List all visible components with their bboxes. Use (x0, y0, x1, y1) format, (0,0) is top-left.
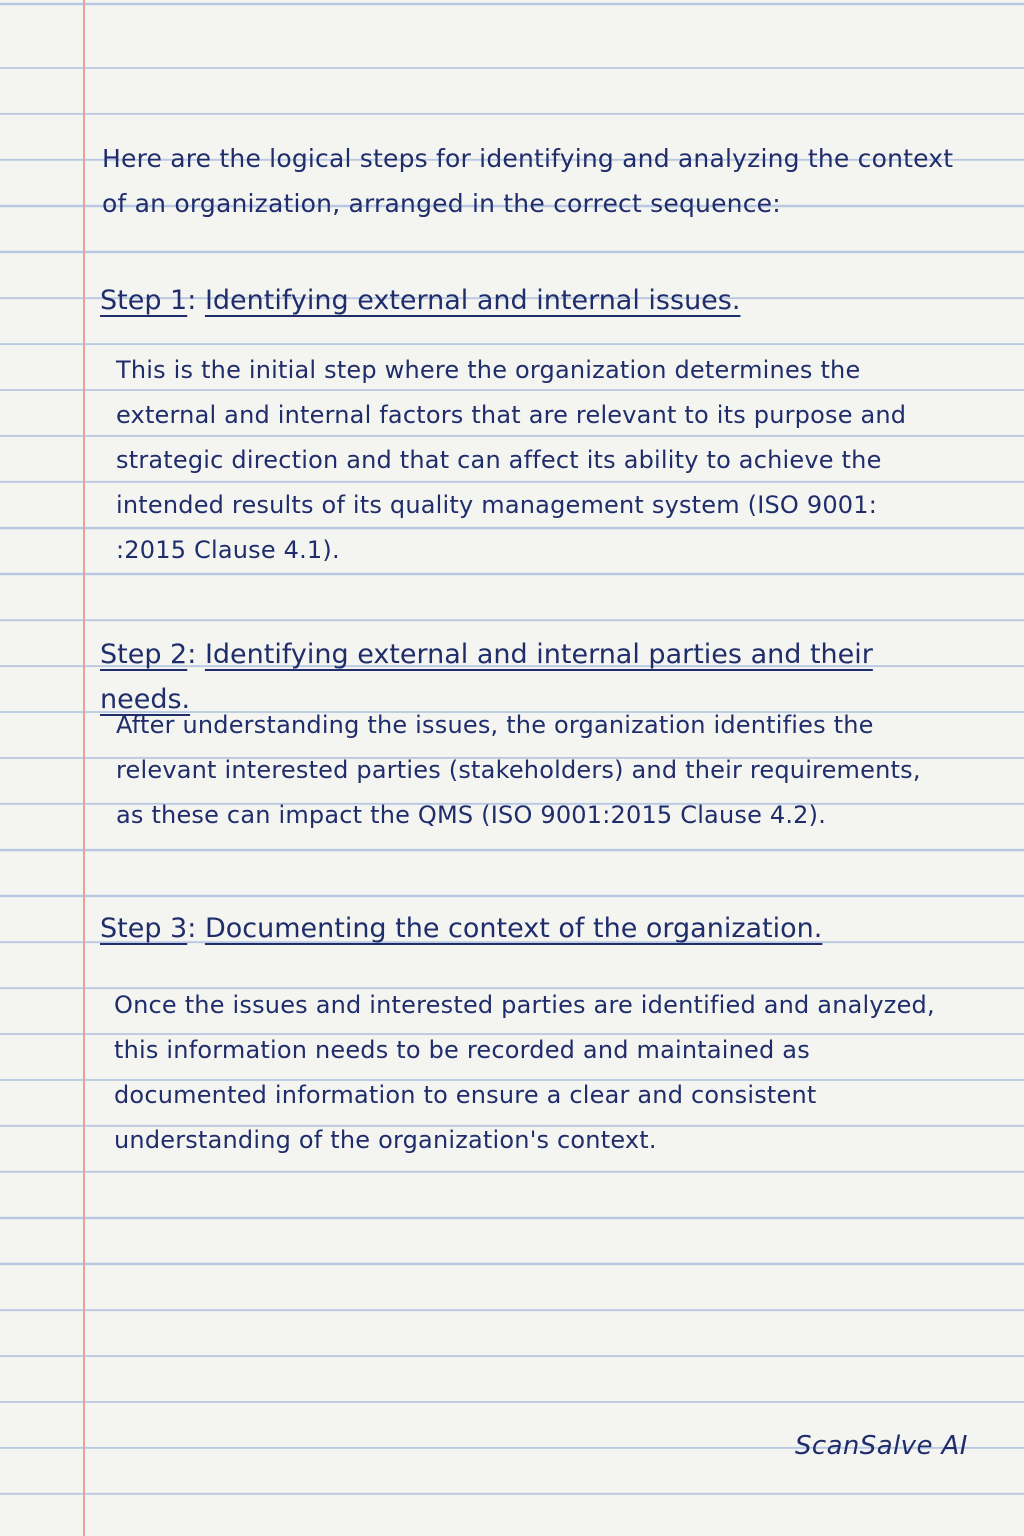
step-1-label: Step 1 (100, 285, 188, 316)
step-2-title: Identifying external and internal parties and their needs. (100, 639, 873, 715)
step-1-colon: : (187, 285, 205, 316)
intro-text: Here are the logical steps for identifying and analyzing the context of an organization, arranged in the correct sequence: (102, 144, 954, 218)
step-1-body: This is the initial step where the organization determines the external and internal factors that are relevant to its purpose and strategic direction and that can affect its ability to achieve the intended results of its quality management system (ISO 9001: :2015 Clause 4.1). (116, 356, 907, 564)
step-2-body: After understanding the issues, the organization identifies the relevant interested parties (stakeholders) and their requirements, as these can impact the QMS (ISO 9001:2015 Clause 4.2). (116, 711, 921, 829)
step-3-colon: : (187, 913, 205, 944)
step-3-label: Step 3 (100, 913, 188, 944)
step-3-heading (100, 906, 970, 951)
step-3-body: Once the issues and interested parties are identified and analyzed, this information needs to be recorded and maintained as documented information to ensure a clear and consistent understanding of the organization's context. (114, 991, 935, 1154)
signature: ScanSalve AI (795, 1431, 968, 1461)
step-1-title: Identifying external and internal issues. (204, 285, 741, 316)
step-1-heading (100, 278, 970, 323)
step-3-title: Documenting the context of the organization. (204, 913, 823, 944)
step-2-colon: : (187, 639, 205, 670)
step-2-label: Step 2 (100, 639, 188, 670)
margin-line (83, 0, 85, 1536)
